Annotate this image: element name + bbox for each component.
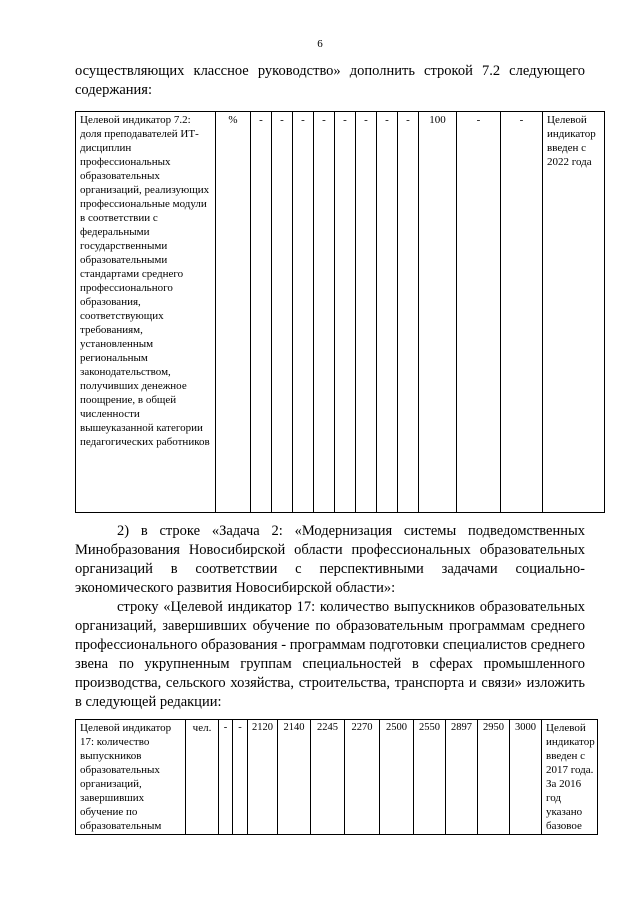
table-row	[76, 112, 605, 513]
value-cell: -	[501, 112, 543, 513]
value-cell: -	[335, 112, 356, 513]
intro-paragraph: осуществляющих классное руководство» дополнить строкой 7.2 следующего содержания:	[75, 63, 585, 98]
table-row	[76, 720, 598, 835]
value-cell: -	[293, 112, 314, 513]
value-cell: 3000	[510, 720, 542, 835]
page-number: 6	[317, 38, 323, 50]
value-cell: 2120	[248, 720, 278, 835]
value-cell: -	[219, 720, 233, 835]
value-cell: -	[251, 112, 272, 513]
value-cell: 2270	[345, 720, 380, 835]
item-2-paragraph: 2) в строке «Задача 2: «Модернизация системы подведомственных Минобразования Новосибирской области профессиональных образовательных организаций в соответствии с перспективными задачами социально-экономического развития Новосибирской области»:	[75, 523, 585, 596]
value-cell: -	[233, 720, 248, 835]
value-cell: -	[314, 112, 335, 513]
note-cell: Целевой индикатор введен с 2017 года. За 2016 год указано базовое	[542, 720, 598, 835]
unit-cell: %	[216, 112, 251, 513]
unit-cell: чел.	[186, 720, 219, 835]
value-cell: -	[398, 112, 419, 513]
value-cell: 2550	[414, 720, 446, 835]
value-cell: -	[457, 112, 501, 513]
value-cell: 2245	[311, 720, 345, 835]
value-cell: 2140	[278, 720, 311, 835]
value-cell: -	[356, 112, 377, 513]
value-cell: -	[377, 112, 398, 513]
value-cell: -	[272, 112, 293, 513]
value-cell: 2500	[380, 720, 414, 835]
value-cell: 100	[419, 112, 457, 513]
item-2-sub-paragraph: строку «Целевой индикатор 17: количество выпускников образовательных организаций, завершивших обучение по образовательным программам среднего профессионального образования - программам подготовки специалистов среднего звена по укрупненным группам специальностей в сферах промышленного производства, сельского хозяйства, строительства, транспорта и связи» изложить в следующей редакции:	[75, 599, 585, 710]
indicator-name-cell: Целевой индикатор 7.2: доля преподавателей ИТ-дисциплин профессиональных образовательных организаций, реализующих профессиональные модули в соответствии с федеральными государственными образовательными стандартами среднего профессионального образования, соответствующих требованиям, установленным региональным законодательством, получивших денежное поощрение, в общей численности вышеуказанной категории педагогических работников	[76, 112, 216, 513]
value-cell: 2950	[478, 720, 510, 835]
note-cell: Целевой индикатор введен с 2022 года	[543, 112, 605, 513]
indicator-table-17	[75, 719, 598, 835]
indicator-table-7-2	[75, 111, 605, 513]
value-cell: 2897	[446, 720, 478, 835]
indicator-name-cell: Целевой индикатор 17: количество выпускников образовательных организаций, завершивших обучение по образовательным	[76, 720, 186, 835]
